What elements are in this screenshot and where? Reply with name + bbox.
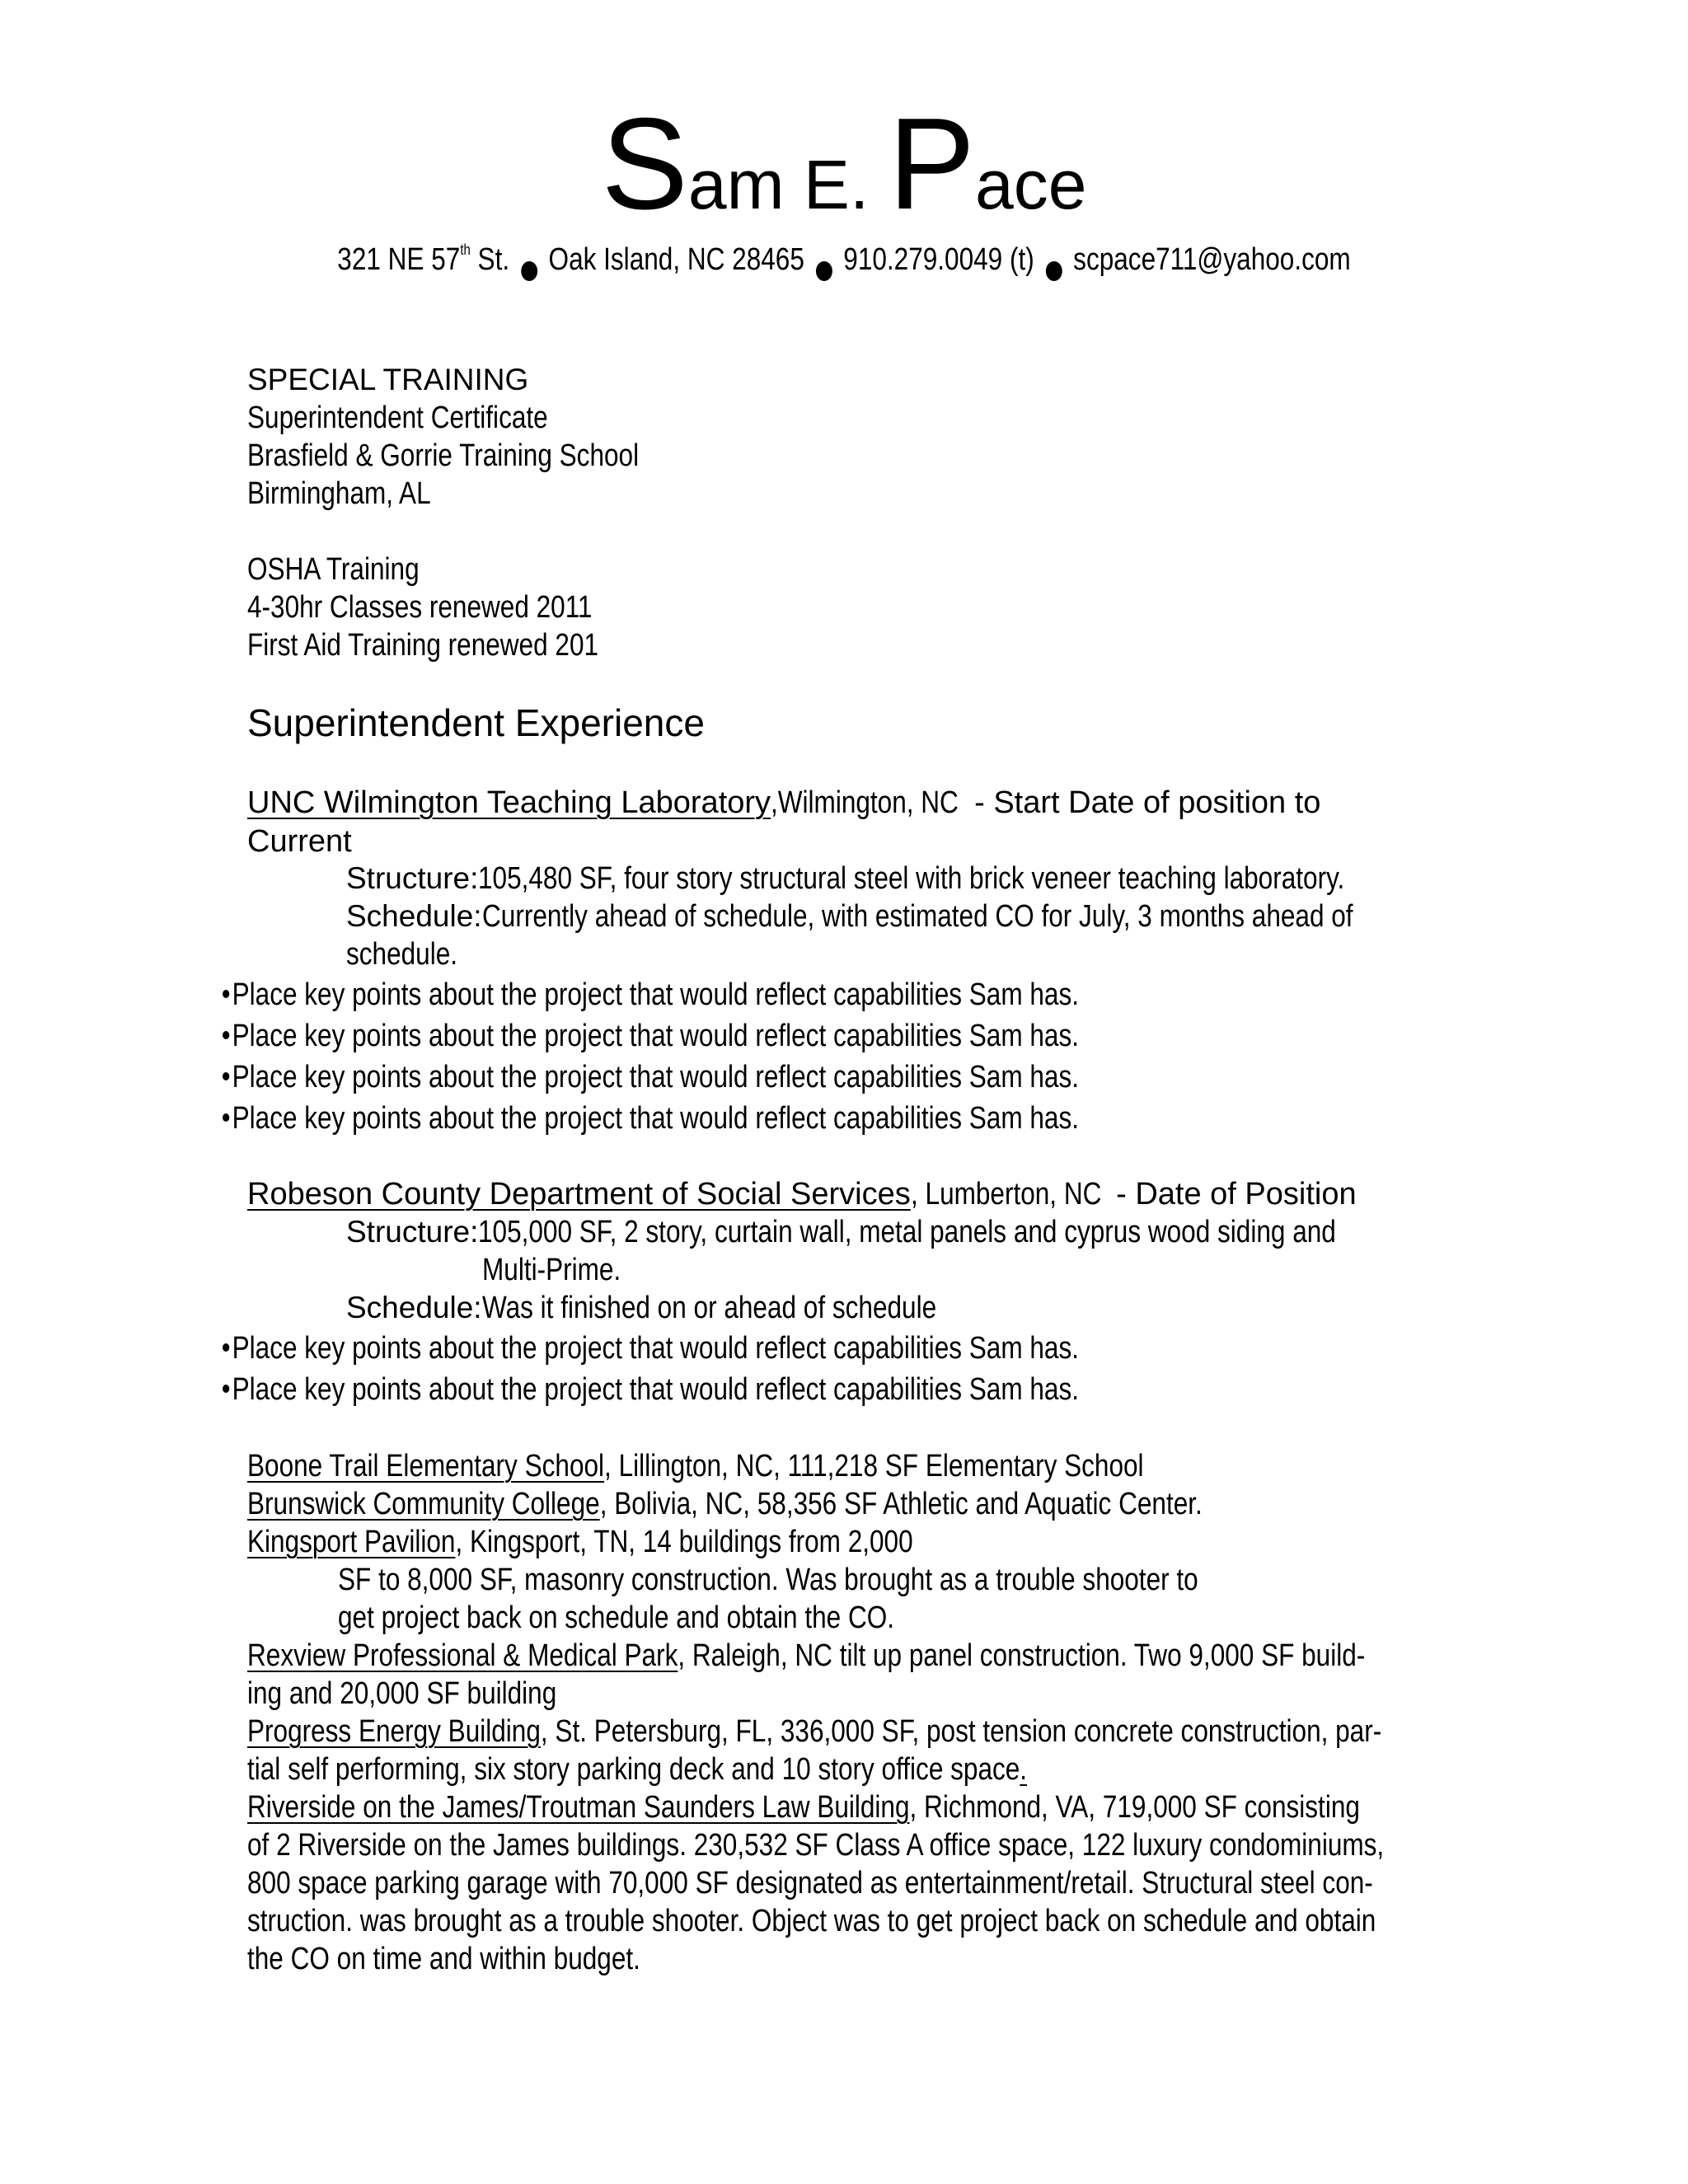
- bullet-icon: [223, 1385, 229, 1393]
- email: scpace711@yahoo.com: [1073, 242, 1351, 277]
- street-superscript: th: [460, 241, 471, 258]
- name-initial-p: P: [888, 91, 976, 237]
- candidate-name: [0, 91, 1688, 237]
- bullet-item: Place key points about the project that would reflect capabilities Sam has.: [223, 1372, 1079, 1408]
- schedule-row: [346, 899, 1531, 935]
- bullet-icon: [223, 1113, 229, 1122]
- structure-text: 105,480 SF, four story structural steel with brick veneer teaching laboratory.: [478, 861, 1345, 896]
- bullet-icon: [223, 1343, 229, 1352]
- project-title-row: [247, 1177, 1357, 1212]
- schedule-text: Currently ahead of schedule, with estimated CO for July, 3 months ahead of: [481, 899, 1353, 934]
- schedule-cont: schedule.: [346, 937, 458, 972]
- project-riverside-cont: of 2 Riverside on the James buildings. 230,532 SF Class A office space, 122 luxury condominiums,: [247, 1828, 1385, 1863]
- project-title-row: [247, 785, 1320, 821]
- project-progress: Progress Energy Building, St. Petersburg, FL, 336,000 SF, post tension concrete construction, par-: [247, 1714, 1382, 1749]
- bullet-item: Place key points about the project that would reflect capabilities Sam has.: [223, 1060, 1079, 1095]
- schedule-label: Schedule:: [346, 1291, 482, 1324]
- project-location: , Lumberton, NC: [910, 1177, 1102, 1212]
- street-rest: St.: [470, 242, 510, 277]
- schedule-text: Was it finished on or ahead of schedule: [481, 1291, 936, 1325]
- structure-row: [346, 1215, 1512, 1250]
- project-date: - Date of Position: [1107, 1177, 1357, 1212]
- project-rexview-cont: ing and 20,000 SF building: [247, 1676, 557, 1711]
- project-name: UNC Wilmington Teaching Laboratory: [247, 785, 771, 820]
- contact-line: [143, 241, 1545, 281]
- project-riverside-cont: the CO on time and within budget.: [247, 1942, 640, 1976]
- project-name: Robeson County Department of Social Services: [247, 1177, 911, 1212]
- bullet-item: Place key points about the project that would reflect capabilities Sam has.: [223, 1019, 1079, 1054]
- schedule-label: Schedule:: [346, 899, 482, 933]
- project-date: - Start Date of position to: [965, 785, 1321, 820]
- structure-label: Structure:: [346, 861, 479, 895]
- bullet-icon: [223, 1072, 229, 1080]
- project-boone: Boone Trail Elementary School, Lillington, NC, 111,218 SF Elementary School: [247, 1449, 1144, 1483]
- project-progress-cont: tial self performing, six story parking deck and 10 story office space.: [247, 1752, 1028, 1787]
- training-line: Birmingham, AL: [247, 476, 431, 511]
- phone: 910.279.0049 (t): [843, 242, 1034, 277]
- bullet-item: Place key points about the project that would reflect capabilities Sam has.: [223, 1331, 1079, 1366]
- city: Oak Island, NC 28465: [548, 242, 804, 277]
- name-last-rest: ace: [975, 146, 1087, 223]
- training-line: First Aid Training renewed 201: [247, 628, 599, 663]
- experience-heading: Superintendent Experience: [247, 701, 705, 744]
- project-date-cont: Current: [247, 824, 352, 859]
- bullet-item: Place key points about the project that would reflect capabilities Sam has.: [223, 977, 1079, 1013]
- project-location: ,Wilmington, NC: [771, 785, 959, 820]
- name-first-rest: am E.: [687, 146, 889, 223]
- schedule-row: [346, 1291, 1029, 1326]
- training-line: Superintendent Certificate: [247, 401, 548, 435]
- bullet-separator-icon: [521, 261, 537, 281]
- training-line: 4-30hr Classes renewed 2011: [247, 590, 593, 625]
- project-riverside: Riverside on the James/Troutman Saunders Law Building, Richmond, VA, 719,000 SF consisting: [247, 1790, 1360, 1825]
- training-line: OSHA Training: [247, 552, 420, 587]
- project-riverside-cont: struction. was brought as a trouble shooter. Object was to get project back on schedule and obtain: [247, 1904, 1376, 1938]
- bullet-separator-icon: [1046, 261, 1062, 281]
- name-initial-s: S: [601, 91, 688, 237]
- project-kingsport: Kingsport Pavilion, Kingsport, TN, 14 buildings from 2,000: [247, 1525, 913, 1559]
- special-training-heading: SPECIAL TRAINING: [247, 363, 529, 396]
- bullet-item: Place key points about the project that would reflect capabilities Sam has.: [223, 1101, 1079, 1137]
- project-rexview: Rexview Professional & Medical Park, Raleigh, NC tilt up panel construction. Two 9,000 SF build-: [247, 1638, 1366, 1673]
- training-line: Brasfield & Gorrie Training School: [247, 438, 640, 473]
- bullet-icon: [223, 1031, 229, 1039]
- structure-cont: Multi-Prime.: [482, 1253, 621, 1287]
- project-kingsport-cont: get project back on schedule and obtain the CO.: [338, 1601, 895, 1635]
- bullet-separator-icon: [816, 261, 832, 281]
- project-brunswick: Brunswick Community College, Bolivia, NC, 58,356 SF Athletic and Aquatic Center.: [247, 1487, 1203, 1521]
- structure-row: [346, 861, 1522, 897]
- project-riverside-cont: 800 space parking garage with 70,000 SF designated as entertainment/retail. Structural steel con-: [247, 1866, 1373, 1900]
- structure-label: Structure:: [346, 1215, 479, 1249]
- street-number: 321 NE 57: [337, 242, 461, 277]
- structure-text: 105,000 SF, 2 story, curtain wall, metal panels and cyprus wood siding and: [478, 1215, 1337, 1249]
- project-kingsport-cont: SF to 8,000 SF, masonry construction. Was brought as a trouble shooter to: [338, 1563, 1198, 1597]
- bullet-icon: [223, 990, 229, 998]
